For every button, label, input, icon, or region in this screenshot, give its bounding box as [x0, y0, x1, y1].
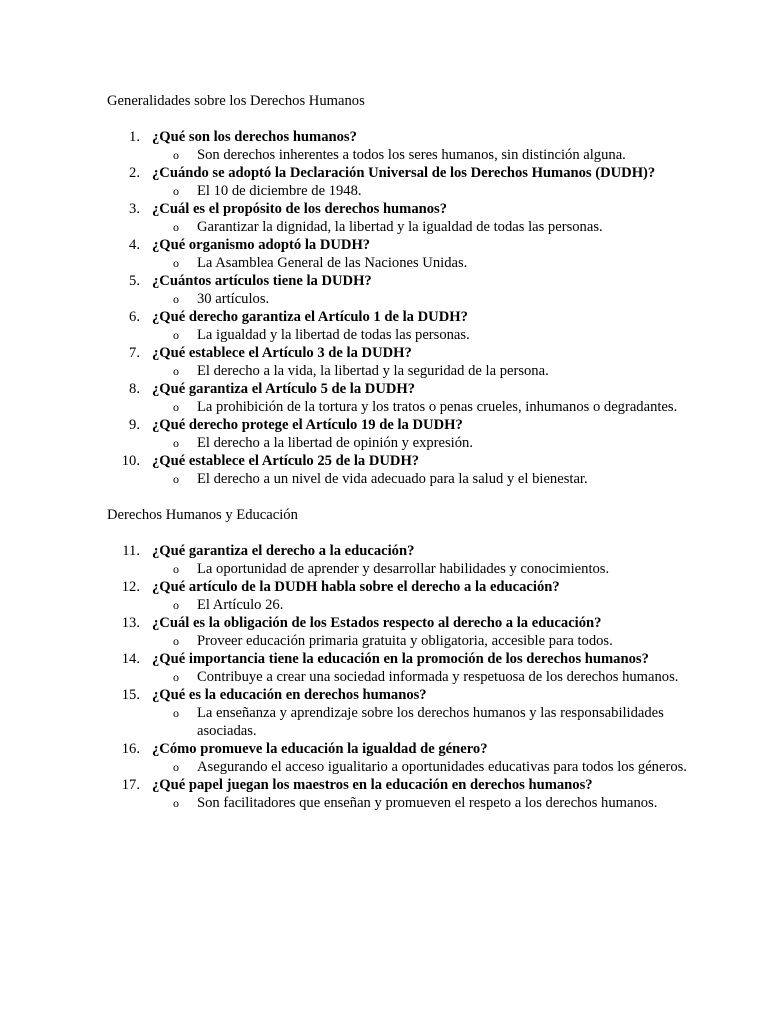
circle-bullet-icon: o — [173, 472, 179, 486]
question-number: 10. — [121, 453, 140, 469]
answer-item — [152, 182, 708, 200]
question-item — [107, 128, 708, 164]
answer-text: El 10 de diciembre de 1948. — [197, 183, 362, 199]
question-text: ¿Cuál es el propósito de los derechos humanos? — [152, 201, 448, 217]
answer-text: El derecho a un nivel de vida adecuado para la salud y el bienestar. — [197, 471, 588, 487]
answer-item — [152, 470, 708, 488]
answer-list — [152, 398, 708, 416]
question-text: ¿Qué artículo de la DUDH habla sobre el derecho a la educación? — [152, 579, 560, 595]
question-text: ¿Qué garantiza el derecho a la educación? — [152, 543, 415, 559]
circle-bullet-icon: o — [173, 184, 179, 198]
question-text: ¿Qué garantiza el Artículo 5 de la DUDH? — [152, 381, 416, 397]
circle-bullet-icon: o — [173, 436, 179, 450]
answer-item — [152, 218, 708, 236]
question-item — [107, 200, 708, 236]
question-item — [107, 650, 708, 686]
question-number: 4. — [129, 237, 140, 253]
question-list — [107, 542, 708, 812]
answer-list — [152, 758, 708, 776]
circle-bullet-icon: o — [173, 562, 179, 576]
answer-item — [152, 668, 708, 686]
question-number: 16. — [121, 741, 140, 757]
circle-bullet-icon: o — [173, 148, 179, 162]
question-text: ¿Qué son los derechos humanos? — [152, 129, 357, 145]
answer-text: Son derechos inherentes a todos los seres humanos, sin distinción alguna. — [197, 147, 626, 163]
answer-item — [152, 146, 708, 164]
question-number: 2. — [129, 165, 140, 181]
question-text: ¿Qué es la educación en derechos humanos? — [152, 687, 427, 703]
circle-bullet-icon: o — [173, 670, 179, 684]
question-list — [107, 128, 708, 488]
question-number: 5. — [129, 273, 140, 289]
answer-list — [152, 704, 708, 740]
question-number: 8. — [129, 381, 140, 397]
circle-bullet-icon: o — [173, 634, 179, 648]
question-item — [107, 614, 708, 650]
answer-text: 30 artículos. — [197, 291, 270, 307]
answer-list — [152, 434, 708, 452]
question-item — [107, 344, 708, 380]
question-item — [107, 272, 708, 308]
answer-list — [152, 470, 708, 488]
question-number: 13. — [121, 615, 140, 631]
question-text: ¿Qué papel juegan los maestros en la educación en derechos humanos? — [152, 777, 593, 793]
answer-list — [152, 362, 708, 380]
question-text: ¿Cuál es la obligación de los Estados respecto al derecho a la educación? — [152, 615, 602, 631]
circle-bullet-icon: o — [173, 796, 179, 810]
answer-text: La enseñanza y aprendizaje sobre los derechos humanos y las responsabilidades asociadas. — [197, 705, 664, 739]
answer-list — [152, 146, 708, 164]
question-item — [107, 776, 708, 812]
answer-text: La prohibición de la tortura y los tratos o penas crueles, inhumanos o degradantes. — [197, 399, 678, 415]
question-text: ¿Qué establece el Artículo 25 de la DUDH? — [152, 453, 420, 469]
answer-item — [152, 632, 708, 650]
question-number: 14. — [121, 651, 140, 667]
answer-list — [152, 218, 708, 236]
question-number: 3. — [129, 201, 140, 217]
section-title: Derechos Humanos y Educación — [107, 507, 298, 523]
answer-text: La igualdad y la libertad de todas las personas. — [197, 327, 470, 343]
question-item — [107, 308, 708, 344]
question-number: 12. — [121, 579, 140, 595]
question-text: ¿Qué organismo adoptó la DUDH? — [152, 237, 371, 253]
circle-bullet-icon: o — [173, 760, 179, 774]
answer-list — [152, 632, 708, 650]
question-text: ¿Qué importancia tiene la educación en la promoción de los derechos humanos? — [152, 651, 649, 667]
answer-text: La oportunidad de aprender y desarrollar habilidades y conocimientos. — [197, 561, 610, 577]
question-text: ¿Qué derecho protege el Artículo 19 de la DUDH? — [152, 417, 463, 433]
answer-text: El derecho a la libertad de opinión y expresión. — [197, 435, 473, 451]
question-number: 15. — [121, 687, 140, 703]
question-number: 17. — [121, 777, 140, 793]
question-number: 1. — [129, 129, 140, 145]
question-item — [107, 578, 708, 614]
answer-item — [152, 434, 708, 452]
answer-text: El derecho a la vida, la libertad y la seguridad de la persona. — [197, 363, 549, 379]
section — [107, 506, 708, 812]
question-item — [107, 380, 708, 416]
answer-list — [152, 290, 708, 308]
question-item — [107, 164, 708, 200]
answer-item — [152, 794, 708, 812]
question-text: ¿Cuántos artículos tiene la DUDH? — [152, 273, 372, 289]
answer-list — [152, 596, 708, 614]
section-title: Generalidades sobre los Derechos Humanos — [107, 93, 365, 109]
answer-text: Son facilitadores que enseñan y promueven el respeto a los derechos humanos. — [197, 795, 658, 811]
answer-item — [152, 596, 708, 614]
answer-text: La Asamblea General de las Naciones Unidas. — [197, 255, 468, 271]
answer-item — [152, 704, 708, 740]
answer-list — [152, 254, 708, 272]
answer-list — [152, 560, 708, 578]
answer-list — [152, 326, 708, 344]
answer-list — [152, 182, 708, 200]
question-text: ¿Cuándo se adoptó la Declaración Universal de los Derechos Humanos (DUDH)? — [152, 165, 656, 181]
circle-bullet-icon: o — [173, 598, 179, 612]
answer-list — [152, 668, 708, 686]
question-item — [107, 452, 708, 488]
question-text: ¿Qué establece el Artículo 3 de la DUDH? — [152, 345, 412, 361]
document-body — [107, 92, 708, 812]
circle-bullet-icon: o — [173, 328, 179, 342]
circle-bullet-icon: o — [173, 220, 179, 234]
answer-item — [152, 398, 708, 416]
question-text: ¿Cómo promueve la educación la igualdad de género? — [152, 741, 488, 757]
question-item — [107, 740, 708, 776]
question-item — [107, 542, 708, 578]
circle-bullet-icon: o — [173, 400, 179, 414]
question-item — [107, 236, 708, 272]
answer-item — [152, 362, 708, 380]
answer-item — [152, 254, 708, 272]
answer-item — [152, 758, 708, 776]
section — [107, 92, 708, 488]
question-item — [107, 416, 708, 452]
question-number: 6. — [129, 309, 140, 325]
answer-text: Proveer educación primaria gratuita y obligatoria, accesible para todos. — [197, 633, 613, 649]
answer-text: Asegurando el acceso igualitario a oportunidades educativas para todos los géneros. — [197, 759, 687, 775]
question-number: 11. — [122, 543, 140, 559]
circle-bullet-icon: o — [173, 706, 179, 720]
question-item — [107, 686, 708, 740]
answer-item — [152, 560, 708, 578]
answer-text: Contribuye a crear una sociedad informada y respetuosa de los derechos humanos. — [197, 669, 679, 685]
question-number: 7. — [129, 345, 140, 361]
answer-item — [152, 326, 708, 344]
answer-text: El Artículo 26. — [197, 597, 284, 613]
answer-item — [152, 290, 708, 308]
question-number: 9. — [129, 417, 140, 433]
answer-list — [152, 794, 708, 812]
answer-text: Garantizar la dignidad, la libertad y la igualdad de todas las personas. — [197, 219, 603, 235]
circle-bullet-icon: o — [173, 292, 179, 306]
circle-bullet-icon: o — [173, 256, 179, 270]
circle-bullet-icon: o — [173, 364, 179, 378]
question-text: ¿Qué derecho garantiza el Artículo 1 de la DUDH? — [152, 309, 468, 325]
